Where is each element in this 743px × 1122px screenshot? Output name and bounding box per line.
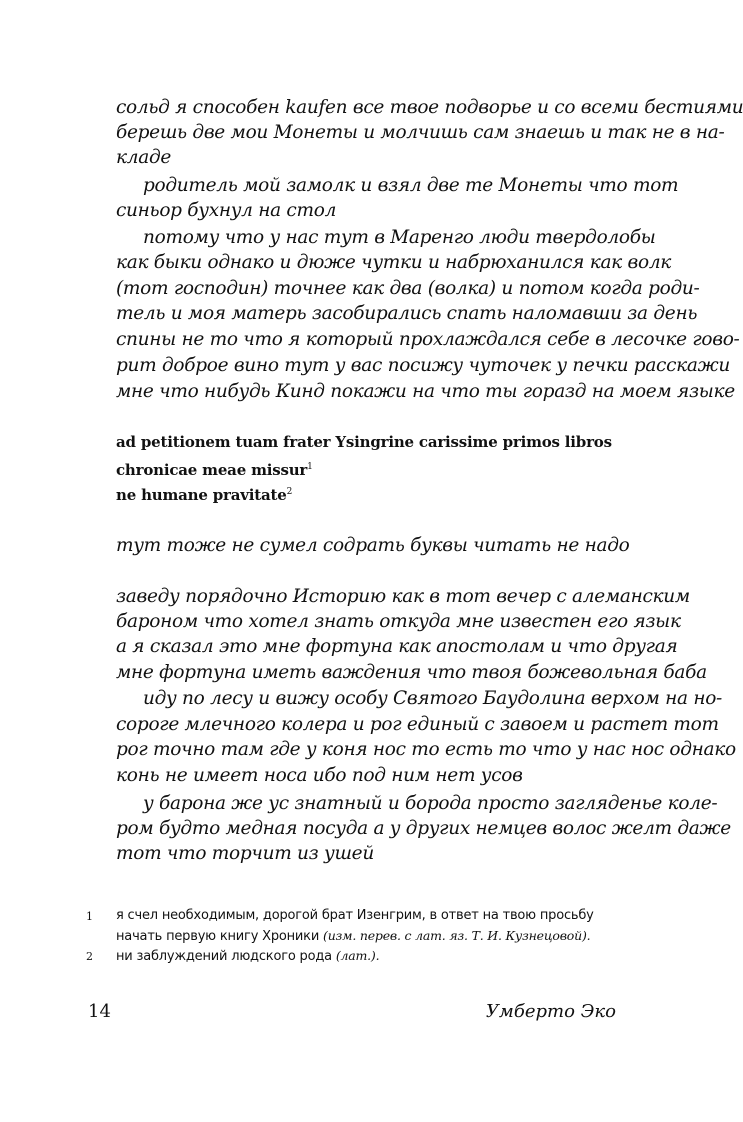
text-line: заведу порядочно Историю как в тот вечер с алеманским — [116, 586, 690, 607]
text-line: бароном что хотел знать откуда мне известен его язык — [116, 611, 681, 632]
text-line: (тот господин) точнее как два (волка) и потом когда роди- — [116, 278, 700, 299]
text-line: у барона же ус знатный и борода просто загляденье коле- — [143, 793, 718, 814]
footnote-text-part: начать первую книгу Хроники — [116, 929, 324, 944]
text-line: кладе — [116, 147, 172, 168]
text-line: ром будто медная посуда а у других немцев волос желт даже — [116, 818, 731, 839]
footnote-text: я счел необходимым, дорогой брат Изенгрим, в ответ на твою просьбу — [116, 908, 594, 923]
latin-quote-text: chronicae meae missur — [116, 461, 308, 479]
text-line: как быки однако и дюже чутки и набрюханился как волк — [116, 252, 672, 273]
footnote-language-note: (лат.). — [335, 948, 380, 963]
footnote-number: 1 — [86, 910, 93, 923]
footnote-ref: 1 — [307, 462, 313, 472]
running-footer-author: Умберто Эко — [485, 1001, 616, 1022]
latin-quote-text: ne humane pravitate — [116, 486, 287, 504]
text-line: мне что нибудь Кинд покажи на что ты горазд на моем языке — [116, 381, 735, 402]
footnote-text — [116, 926, 616, 946]
text-line: иду по лесу и вижу особу Святого Баудолина верхом на но- — [143, 688, 722, 709]
latin-quote-line — [116, 455, 596, 482]
text-line: синьор бухнул на стол — [116, 200, 337, 221]
footnote-number: 2 — [86, 950, 93, 963]
latin-quote-text: ad petitionem tuam frater Ysingrine carissime primos libros — [116, 433, 612, 451]
text-line: тель и моя матерь засобирались спать наломавши за день — [116, 303, 698, 324]
footnote-text-part: ни заблуждений людского рода — [116, 949, 336, 964]
text-line: а я сказал это мне фортуна как апостолам и что другая — [116, 636, 678, 657]
text-line: конь не имеет носа ибо под ним нет усов — [116, 765, 523, 786]
text-line: тут тоже не сумел содрать буквы читать не надо — [116, 535, 630, 556]
latin-quote-line — [116, 430, 612, 454]
text-line: сороге млечного колера и рог единый с завоем и растет тот — [116, 714, 719, 735]
text-line: родитель мой замолк и взял две те Монеты что тот — [143, 175, 679, 196]
text-line: рог точно там где у коня нос то есть то что у нас нос однако — [116, 739, 736, 760]
footnote-text — [116, 946, 616, 966]
text-line: спины не то что я который прохлаждался себе в лесочке гово- — [116, 329, 740, 350]
footnote-ref: 2 — [286, 487, 293, 497]
text-line: сольд я способен kaufen все твое подворье и со всеми бестиями — [116, 97, 743, 118]
text-line: берешь две мои Монеты и молчишь сам знаешь и так не в на- — [116, 122, 725, 143]
text-line: потому что у нас тут в Маренго люди твердолобы — [143, 227, 656, 248]
text-line: рит доброе вино тут у вас посижу чуточек у печки расскажи — [116, 355, 730, 376]
latin-quote-line — [116, 480, 596, 507]
page-number: 14 — [88, 1001, 111, 1022]
footnote-translator-note: (изм. перев. с лат. яз. Т. И. Кузнецовой). — [323, 928, 591, 943]
text-line: мне фортуна иметь важдения что твоя божевольная баба — [116, 662, 707, 683]
text-line: тот что торчит из ушей — [116, 843, 374, 864]
